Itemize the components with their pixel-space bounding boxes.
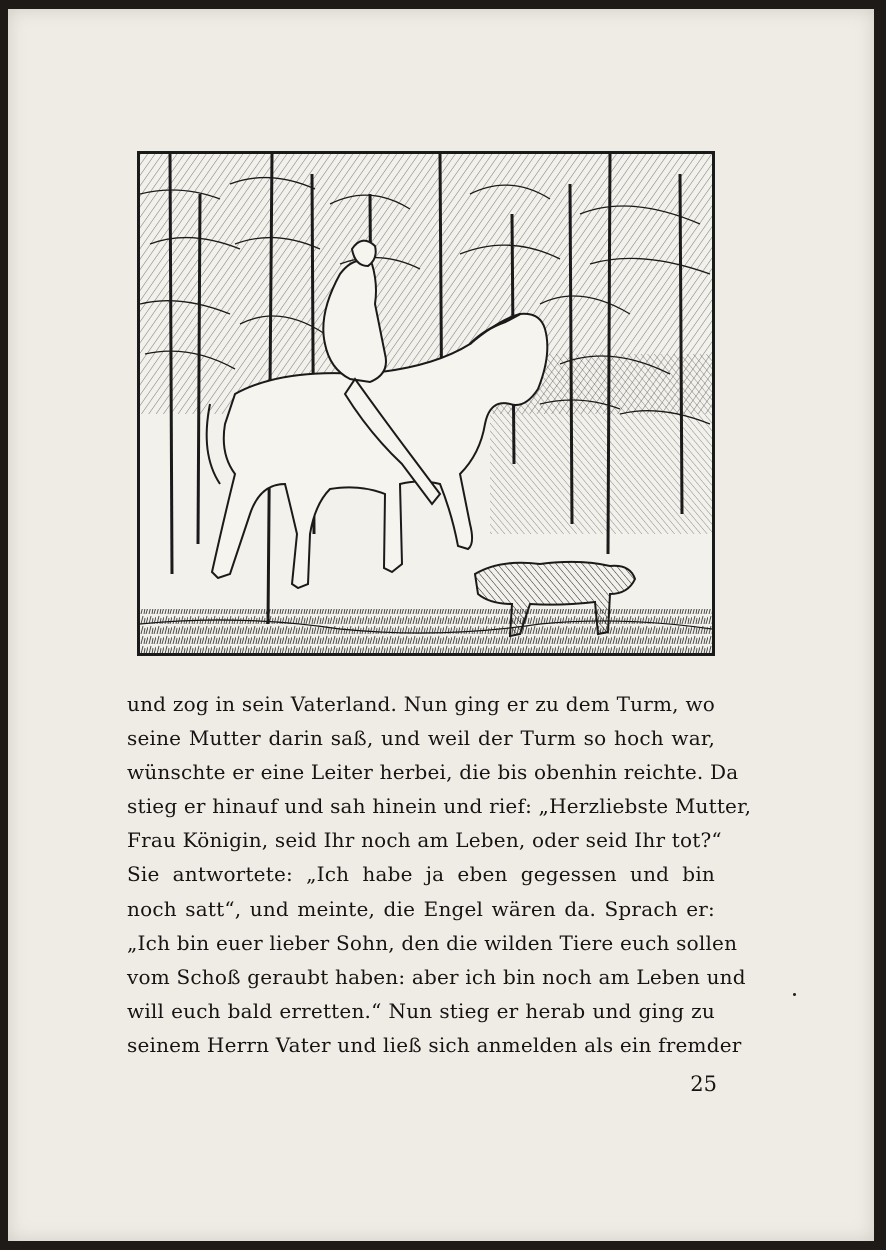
text-line: stieg er hinauf und sah hinein und rief: „Herzliebste Mutter, [127, 794, 752, 819]
text-line: „Ich bin euer lieber Sohn, den die wilden Tiere euch sollen [127, 930, 738, 955]
page-number: 25 [690, 1072, 717, 1096]
text-line: Frau Königin, seid Ihr noch am Leben, oder seid Ihr tot?“ [127, 828, 722, 853]
woodcut-illustration [137, 151, 715, 656]
text-line: noch satt“, und meinte, die Engel wären da. Sprach er: [127, 896, 715, 921]
text-line: vom Schoß geraubt haben: aber ich bin noch am Leben und [127, 964, 746, 989]
text-line: wünschte er eine Leiter herbei, die bis obenhin reichte. Da [127, 760, 739, 785]
book-page [8, 9, 874, 1241]
text-line: Sie antwortete: „Ich habe ja eben gegessen und bin [127, 862, 715, 887]
ink-speck [793, 993, 796, 996]
text-line: und zog in sein Vaterland. Nun ging er zu dem Turm, wo [127, 692, 715, 716]
text-line: will euch bald erretten.“ Nun stieg er herab und ging zu [127, 998, 715, 1023]
forest-rider-image [140, 154, 712, 653]
text-line: seinem Herrn Vater und ließ sich anmelden als ein fremder [127, 1032, 742, 1057]
story-text [127, 687, 752, 1062]
text-line: seine Mutter darin saß, und weil der Turm so hoch war, [127, 726, 715, 751]
